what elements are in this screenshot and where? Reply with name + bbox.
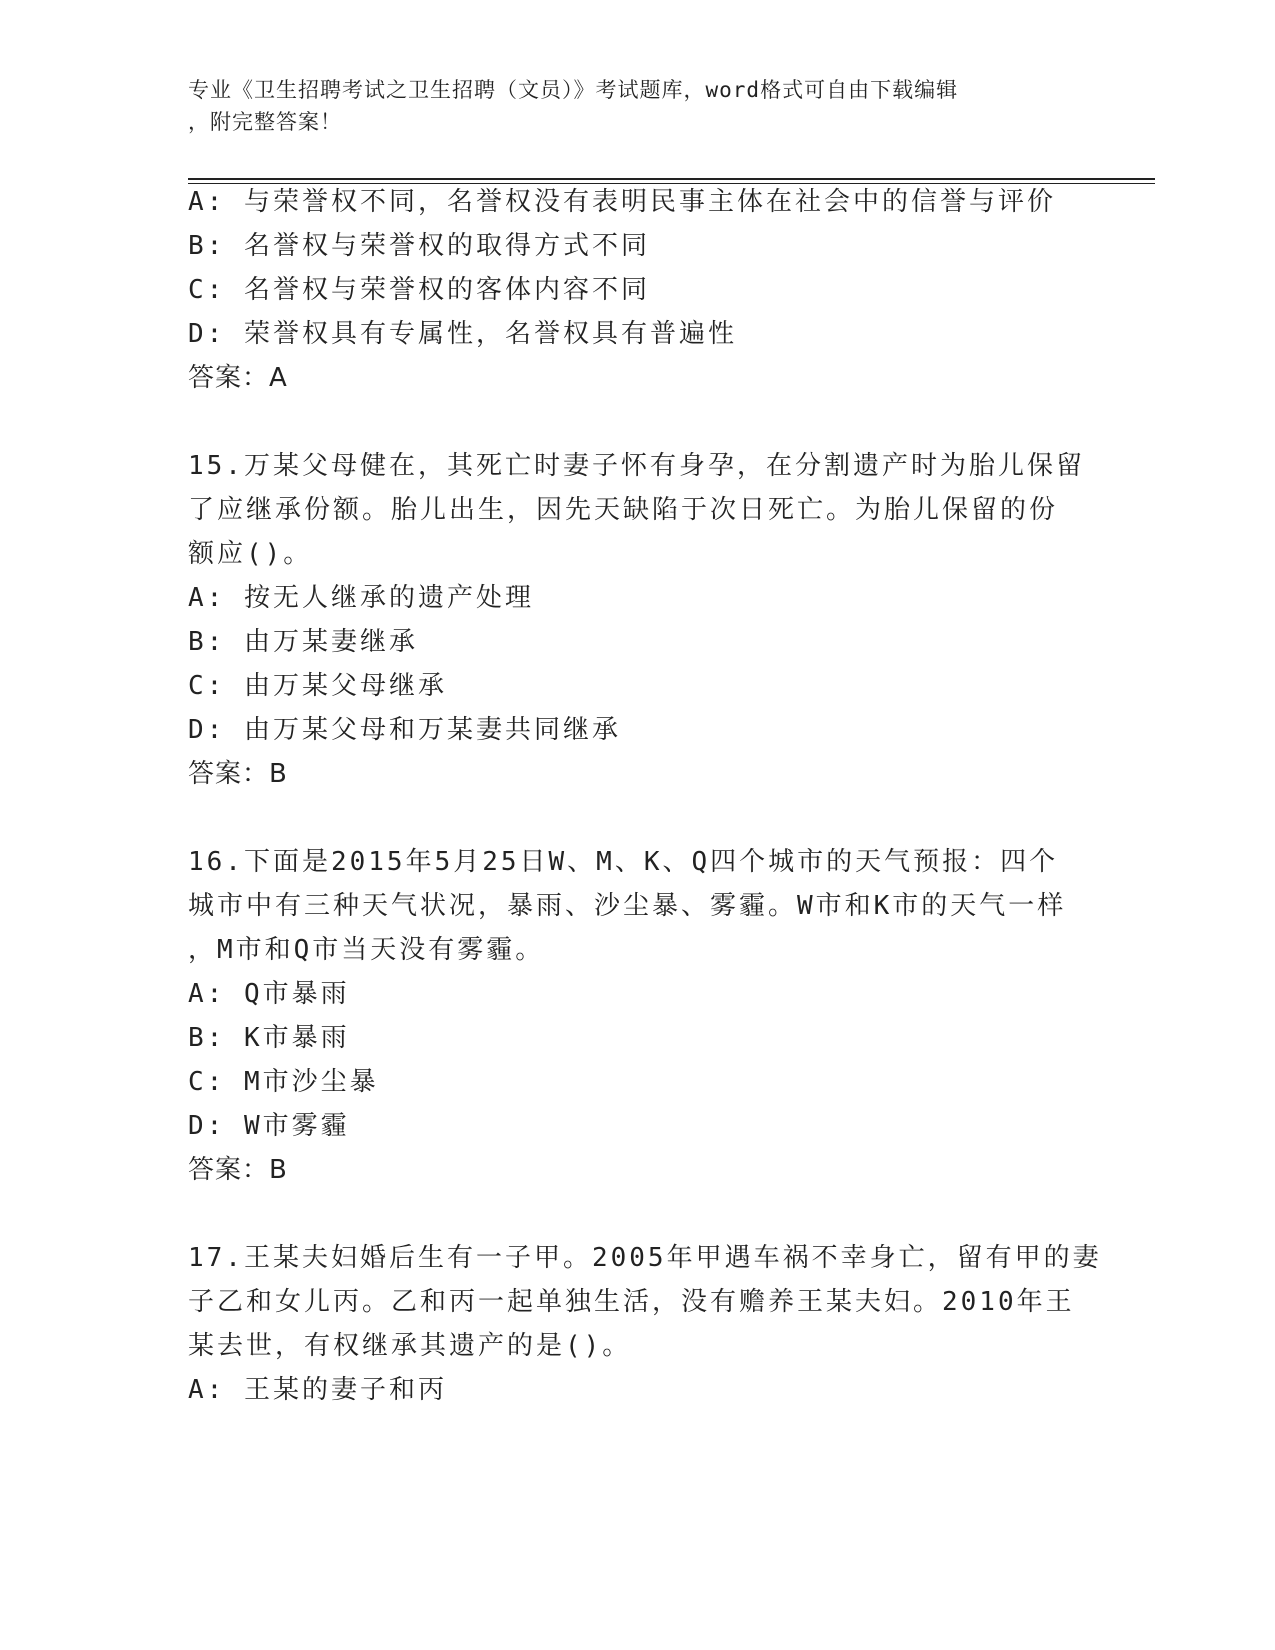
q16-stem-line-2: 城市中有三种天气状况，暴雨、沙尘暴、雾霾。W市和K市的天气一样 [188, 891, 1067, 921]
q17-stem-line-2: 子乙和女儿丙。乙和丙一起单独生活，没有赡养王某夫妇。2010年王 [188, 1287, 1075, 1317]
q15-option-a: A: 按无人继承的遗产处理 [188, 583, 534, 613]
q14-option-d: D: 荣誉权具有专属性，名誉权具有普遍性 [188, 319, 737, 349]
header-line-2: ，附完整答案！ [188, 110, 342, 134]
q16-option-c: C: M市沙尘暴 [188, 1067, 379, 1097]
q16-stem-line-1: 16.下面是2015年5月25日W、M、K、Q四个城市的天气预报：四个 [188, 847, 1059, 877]
q14-option-b: B: 名誉权与荣誉权的取得方式不同 [188, 231, 650, 261]
header-line-1: 专业《卫生招聘考试之卫生招聘（文员）》考试题库，word格式可自由下载编辑 [188, 78, 959, 102]
q16-option-b: B: K市暴雨 [188, 1023, 350, 1053]
q14-answer: 答案：A [188, 363, 288, 393]
q15-option-d: D: 由万某父母和万某妻共同继承 [188, 715, 621, 745]
q17-stem-line-1: 17.王某夫妇婚后生有一子甲。2005年甲遇车祸不幸身亡，留有甲的妻 [188, 1243, 1102, 1273]
q14-option-c: C: 名誉权与荣誉权的客体内容不同 [188, 275, 650, 305]
q17-stem-line-3: 某去世，有权继承其遗产的是()。 [188, 1331, 632, 1361]
q15-answer: 答案：B [188, 759, 288, 789]
q15-stem-line-1: 15.万某父母健在，其死亡时妻子怀有身孕，在分割遗产时为胎儿保留 [188, 451, 1085, 481]
q17-option-a: A: 王某的妻子和丙 [188, 1375, 447, 1405]
q15-stem-line-3: 额应()。 [188, 539, 313, 569]
q15-option-b: B: 由万某妻继承 [188, 627, 418, 657]
header-divider-thin [188, 183, 1155, 184]
q15-stem-line-2: 了应继承份额。胎儿出生，因先天缺陷于次日死亡。为胎儿保留的份 [188, 495, 1059, 525]
q16-option-d: D: W市雾霾 [188, 1111, 350, 1141]
q14-option-a: A: 与荣誉权不同，名誉权没有表明民事主体在社会中的信誉与评价 [188, 187, 1056, 217]
q15-option-c: C: 由万某父母继承 [188, 671, 447, 701]
q16-answer: 答案：B [188, 1155, 288, 1185]
document-header [188, 74, 1088, 138]
q16-option-a: A: Q市暴雨 [188, 979, 350, 1009]
q16-stem-line-3: ，M市和Q市当天没有雾霾。 [188, 935, 545, 965]
header-divider-thick [188, 178, 1155, 180]
